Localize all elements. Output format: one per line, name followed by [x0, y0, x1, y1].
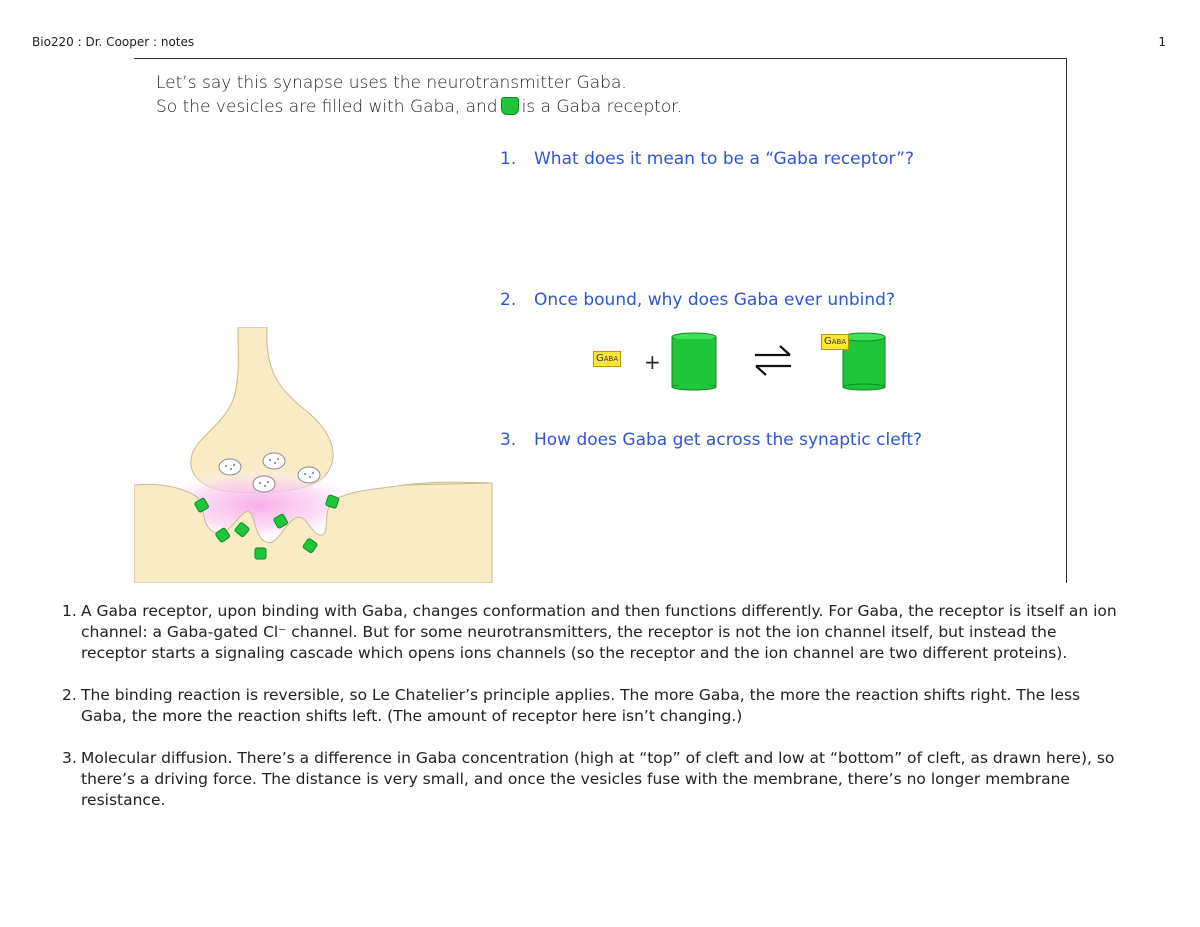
bound-gaba-tag: Gaba [821, 334, 849, 350]
intro-line-2a: So the vesicles are filled with Gaba, and [156, 97, 498, 117]
intro-line-2 [156, 95, 682, 119]
note-3: 3. Molecular diffusion. There’s a difference in Gaba concentration (high at “top” of cleft and low at “bottom” of cleft, as drawn here), so there’s a driving force. The distance is very small, and once the vesicles fuse with the membrane, there’s no longer membrane resistance. [62, 749, 1115, 809]
page-number: 1 [1158, 35, 1166, 49]
receptor-icon [501, 97, 519, 115]
question-2: 2. Once bound, why does Gaba ever unbind? [500, 290, 895, 310]
synapse-illustration [134, 327, 494, 583]
intro-line-1: Let’s say this synapse uses the neurotransmitter Gaba. [156, 73, 627, 93]
receptor-cylinder-icon [670, 331, 718, 391]
note-1: 1. A Gaba receptor, upon binding with Gaba, changes conformation and then functions differently. For Gaba, the receptor is itself an ion channel: a Gaba-gated Cl⁻ channel. But for some neurotransmitters, the receptor is not the ion channel itself, but instead the receptor starts a signaling cascade which opens ions channels (so the receptor and the ion channel are two different proteins). [62, 602, 1117, 662]
plus-sign: + [644, 350, 661, 374]
document-header: Bio220 : Dr. Cooper : notes [32, 35, 195, 49]
note-2: 2. The binding reaction is reversible, so Le Chatelier’s principle applies. The more Gaba, the more the reaction shifts right. The less Gaba, the more the reaction shifts left. (The amount of receptor here isn’t changing.) [62, 686, 1081, 725]
question-3: 3. How does Gaba get across the synaptic cleft? [500, 430, 923, 450]
answer-notes [62, 601, 1122, 832]
slide-panel [134, 58, 1067, 583]
question-1: 1. What does it mean to be a “Gaba receptor”? [500, 149, 915, 169]
equilibrium-arrows-icon [752, 343, 794, 379]
intro-line-2b: is a Gaba receptor. [521, 97, 683, 117]
slide-intro [156, 71, 682, 119]
gaba-ligand-tag: Gaba [593, 351, 621, 367]
